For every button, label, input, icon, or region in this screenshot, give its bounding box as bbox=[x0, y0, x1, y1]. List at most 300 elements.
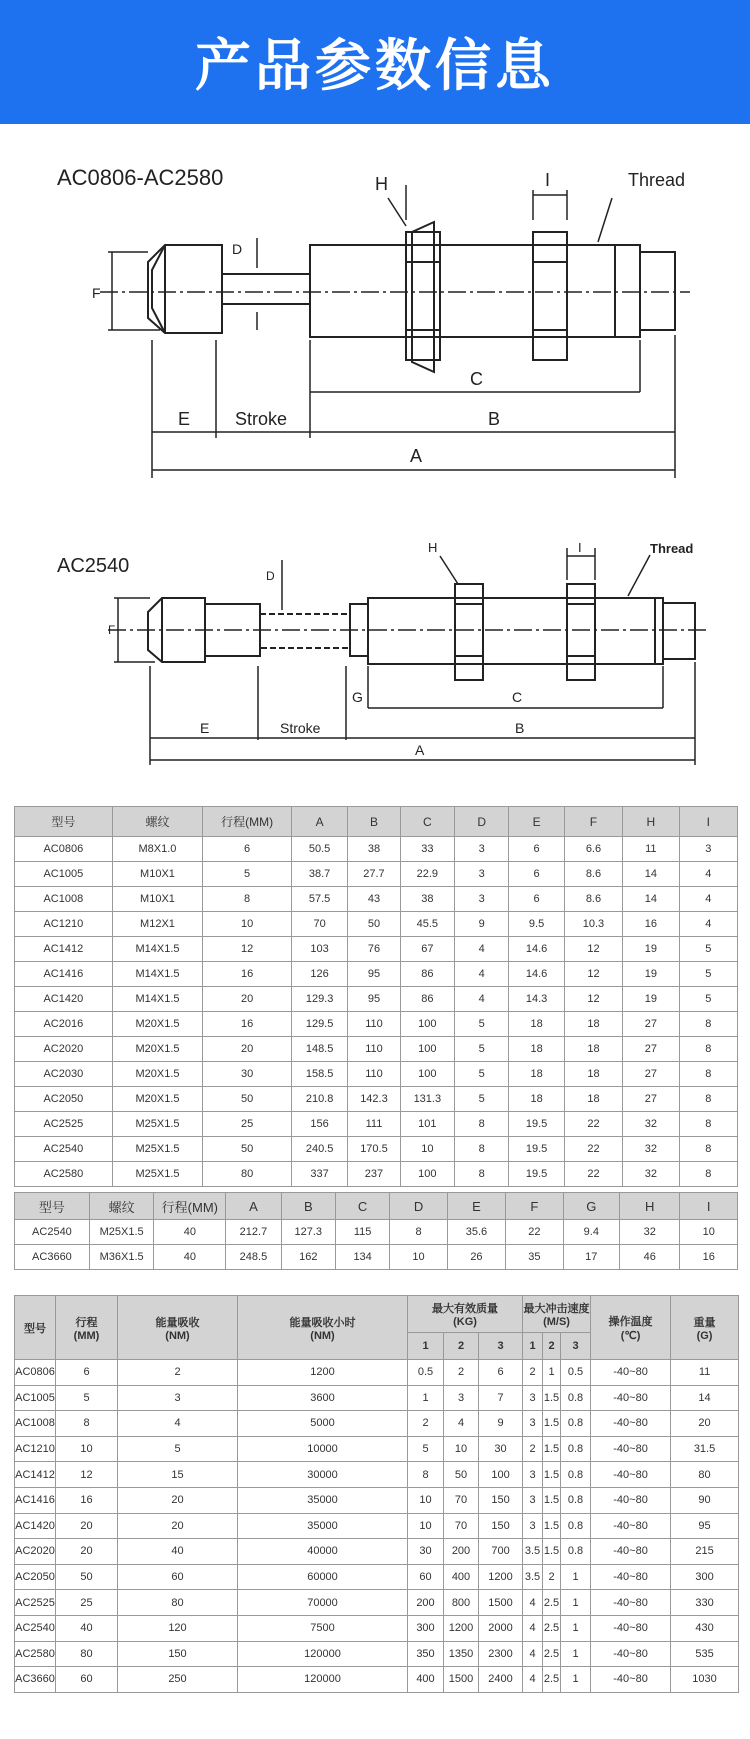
table-row bbox=[15, 1012, 738, 1037]
table-cell: 86 bbox=[400, 962, 454, 987]
table-cell: 2 bbox=[408, 1411, 444, 1437]
table-cell: 3 bbox=[523, 1411, 543, 1437]
svg-text:F: F bbox=[92, 285, 101, 301]
header-energy: 能量吸收 (NM) bbox=[118, 1296, 238, 1360]
table-row bbox=[15, 1360, 739, 1386]
table-cell: 9 bbox=[479, 1411, 523, 1437]
table-cell: 156 bbox=[291, 1112, 347, 1137]
table-cell: 4 bbox=[455, 987, 509, 1012]
table-cell: 100 bbox=[400, 1162, 454, 1187]
table-cell: AC0806 bbox=[15, 837, 113, 862]
table-cell: 8 bbox=[455, 1162, 509, 1187]
table-cell: 4 bbox=[455, 937, 509, 962]
table-cell: AC1416 bbox=[15, 1487, 56, 1513]
table-cell: 127.3 bbox=[281, 1220, 335, 1245]
table-cell: 12 bbox=[564, 962, 622, 987]
table-cell: 5 bbox=[679, 962, 737, 987]
table-cell: 8 bbox=[455, 1137, 509, 1162]
table-cell: 11 bbox=[671, 1360, 739, 1386]
table-cell: AC1416 bbox=[15, 962, 113, 987]
table-cell: 126 bbox=[291, 962, 347, 987]
table-cell: 19.5 bbox=[509, 1112, 564, 1137]
header-stroke: 行程 (MM) bbox=[56, 1296, 118, 1360]
table-cell: 86 bbox=[400, 987, 454, 1012]
table-cell: 4 bbox=[523, 1667, 543, 1693]
table-cell: 129.3 bbox=[291, 987, 347, 1012]
table-cell: AC3660 bbox=[15, 1667, 56, 1693]
table-cell: AC1412 bbox=[15, 1462, 56, 1488]
table-cell: 38 bbox=[348, 837, 400, 862]
table-cell: 8 bbox=[56, 1411, 118, 1437]
table-cell: 2300 bbox=[479, 1641, 523, 1667]
table-cell: 2000 bbox=[479, 1615, 523, 1641]
table-cell: 11 bbox=[623, 837, 679, 862]
svg-text:I: I bbox=[578, 540, 582, 555]
table-cell: -40~80 bbox=[591, 1615, 671, 1641]
table-cell: 8 bbox=[390, 1220, 447, 1245]
table-cell: M20X1.5 bbox=[112, 1037, 203, 1062]
table-cell: 19.5 bbox=[509, 1162, 564, 1187]
table-cell: 30 bbox=[408, 1539, 444, 1565]
table-cell: AC1008 bbox=[15, 887, 113, 912]
table-cell: 200 bbox=[408, 1590, 444, 1616]
table-cell: 32 bbox=[619, 1220, 680, 1245]
table-cell: 10000 bbox=[238, 1436, 408, 1462]
dimension-table-2 bbox=[14, 1192, 738, 1270]
performance-table: 型号 行程 (MM) 能量吸收 (NM) 能量吸收小时 (NM) 最大有效质量 (KG) 最大冲击速度 (M/S) 操作温度 (℃) 重量 (G) 1 2 3 1 2 3 AC0806 6 2 1200 0.5 2 6 2 1 0.5 -40~80 11 AC1005 5 3 3600 1 3 7 3 1.5 0.8 -40~80 14 AC1008 8 4 5000 2 4 9 3 1.5 0.8 -40~80 20 AC1210 10 5 10000 5 10 30 2 1.5 0.8 -40~80 31.5 AC1412 12 15 30000 8 50 100 3 1.5 0.8 -40~80 80 AC1416 16 20 35000 10 70 150 3 1.5 0.8 -40~80 90 AC1420 20 20 35000 10 70 150 3 1.5 0.8 -40~80 95 AC2020 20 40 40000 30 200 700 3.5 1.5 0.8 -40~80 215 AC2050 50 60 60000 60 400 1200 3.5 2 1 -40~80 300 AC2525 25 80 70000 200 800 1500 4 2.5 1 -40~80 330 AC2540 40 120 7500 300 1200 2000 4 2.5 1 -40~80 430 AC2580 80 150 120000 350 1350 2300 4 2.5 1 -40~80 535 AC3660 60 250 120000 400 1500 2400 4 2.5 1 -40~80 1030 bbox=[14, 1295, 739, 1693]
table-cell: -40~80 bbox=[591, 1590, 671, 1616]
table-row bbox=[15, 987, 738, 1012]
table-cell: 5 bbox=[408, 1436, 444, 1462]
table-cell: 5 bbox=[118, 1436, 238, 1462]
table-cell: 12 bbox=[203, 937, 292, 962]
table-cell: 10.3 bbox=[564, 912, 622, 937]
table-cell: 35 bbox=[506, 1245, 563, 1270]
table-cell: 3 bbox=[523, 1487, 543, 1513]
table-row bbox=[15, 1245, 738, 1270]
table-cell: 150 bbox=[479, 1487, 523, 1513]
table-cell: 67 bbox=[400, 937, 454, 962]
table-cell: 95 bbox=[671, 1513, 739, 1539]
table-row bbox=[15, 1539, 739, 1565]
table-cell: 1.5 bbox=[543, 1487, 561, 1513]
table-cell: 4 bbox=[118, 1411, 238, 1437]
table-cell: M14X1.5 bbox=[112, 987, 203, 1012]
table-cell: 200 bbox=[444, 1539, 479, 1565]
table-cell: 0.8 bbox=[561, 1513, 591, 1539]
table-cell: 18 bbox=[564, 1062, 622, 1087]
table-cell: 2.5 bbox=[543, 1641, 561, 1667]
table-cell: 2 bbox=[523, 1436, 543, 1462]
table-cell: 1.5 bbox=[543, 1539, 561, 1565]
table-cell: 40000 bbox=[238, 1539, 408, 1565]
table-cell: 18 bbox=[509, 1037, 564, 1062]
table-cell: 26 bbox=[447, 1245, 505, 1270]
table-cell: 40 bbox=[154, 1220, 226, 1245]
table-cell: 15 bbox=[118, 1462, 238, 1488]
svg-text:B: B bbox=[488, 409, 501, 429]
header-speed: 最大冲击速度 (M/S) bbox=[523, 1296, 591, 1333]
table-row bbox=[15, 1220, 738, 1245]
table-cell: 8 bbox=[203, 887, 292, 912]
table-cell: 14 bbox=[623, 862, 679, 887]
table-cell: 134 bbox=[335, 1245, 389, 1270]
column-header: F bbox=[506, 1193, 563, 1220]
table-cell: -40~80 bbox=[591, 1564, 671, 1590]
table-cell: 1 bbox=[561, 1564, 591, 1590]
table-cell: 8 bbox=[679, 1037, 737, 1062]
table-cell: -40~80 bbox=[591, 1462, 671, 1488]
table-cell: 95 bbox=[348, 987, 400, 1012]
svg-text:H: H bbox=[428, 540, 438, 555]
table-cell: 10 bbox=[408, 1513, 444, 1539]
table-cell: 5 bbox=[679, 987, 737, 1012]
table-cell: 20 bbox=[56, 1539, 118, 1565]
table-row bbox=[15, 1062, 738, 1087]
column-header: E bbox=[447, 1193, 505, 1220]
table-cell: 2 bbox=[118, 1360, 238, 1386]
table-cell: 212.7 bbox=[226, 1220, 281, 1245]
table-cell: 101 bbox=[400, 1112, 454, 1137]
table-cell: 1 bbox=[561, 1615, 591, 1641]
table-cell: 5 bbox=[56, 1385, 118, 1411]
table-cell: 50 bbox=[444, 1462, 479, 1488]
table-cell: 30 bbox=[479, 1436, 523, 1462]
column-header: C bbox=[400, 807, 454, 837]
table-cell: 1 bbox=[561, 1590, 591, 1616]
table-cell: 3 bbox=[523, 1462, 543, 1488]
column-header: D bbox=[390, 1193, 447, 1220]
table-cell: 1500 bbox=[479, 1590, 523, 1616]
column-header: 行程(MM) bbox=[154, 1193, 226, 1220]
table-cell: M14X1.5 bbox=[112, 962, 203, 987]
table-cell: AC2050 bbox=[15, 1087, 113, 1112]
table-cell: 148.5 bbox=[291, 1037, 347, 1062]
table-cell: 35.6 bbox=[447, 1220, 505, 1245]
header-mass: 最大有效质量 (KG) bbox=[408, 1296, 523, 1333]
column-header: H bbox=[619, 1193, 680, 1220]
svg-text:Stroke: Stroke bbox=[235, 409, 288, 429]
table-cell: AC2540 bbox=[15, 1220, 90, 1245]
table-cell: 25 bbox=[56, 1590, 118, 1616]
table-cell: 3 bbox=[118, 1385, 238, 1411]
table-cell: AC2016 bbox=[15, 1012, 113, 1037]
table-cell: 45.5 bbox=[400, 912, 454, 937]
table-cell: 16 bbox=[203, 1012, 292, 1037]
table-cell: 7 bbox=[479, 1385, 523, 1411]
table-cell: 5 bbox=[455, 1012, 509, 1037]
table-cell: 3 bbox=[455, 837, 509, 862]
table-cell: AC1005 bbox=[15, 862, 113, 887]
table-cell: 80 bbox=[203, 1162, 292, 1187]
table-cell: 400 bbox=[408, 1667, 444, 1693]
table-row bbox=[15, 1564, 739, 1590]
table-cell: 4 bbox=[679, 887, 737, 912]
table-cell: 22 bbox=[564, 1162, 622, 1187]
table-cell: 33 bbox=[400, 837, 454, 862]
table-cell: 76 bbox=[348, 937, 400, 962]
column-header: D bbox=[455, 807, 509, 837]
table-cell: 10 bbox=[400, 1137, 454, 1162]
table-cell: 35000 bbox=[238, 1513, 408, 1539]
table-cell: 18 bbox=[509, 1062, 564, 1087]
table-cell: 20 bbox=[203, 987, 292, 1012]
svg-text:A: A bbox=[410, 446, 423, 466]
table-cell: 8 bbox=[679, 1137, 737, 1162]
table-cell: 14 bbox=[671, 1385, 739, 1411]
table-cell: AC2525 bbox=[15, 1590, 56, 1616]
table-cell: 18 bbox=[509, 1012, 564, 1037]
header-model: 型号 bbox=[15, 1296, 56, 1360]
table-cell: 40 bbox=[118, 1539, 238, 1565]
table-cell: 8 bbox=[455, 1112, 509, 1137]
table-cell: 1030 bbox=[671, 1667, 739, 1693]
column-header: F bbox=[564, 807, 622, 837]
drawing2-model: AC2540 bbox=[57, 555, 130, 577]
table-cell: AC1008 bbox=[15, 1411, 56, 1437]
table-cell: M20X1.5 bbox=[112, 1087, 203, 1112]
table-cell: 50 bbox=[348, 912, 400, 937]
table-cell: 8 bbox=[679, 1012, 737, 1037]
table-cell: 120 bbox=[118, 1615, 238, 1641]
table-row bbox=[15, 837, 738, 862]
svg-text:Thread: Thread bbox=[628, 170, 686, 190]
table-cell: 7500 bbox=[238, 1615, 408, 1641]
table-cell: 248.5 bbox=[226, 1245, 281, 1270]
table-cell: 40 bbox=[56, 1615, 118, 1641]
table-cell: 22 bbox=[564, 1112, 622, 1137]
table-cell: 6 bbox=[509, 862, 564, 887]
table-cell: -40~80 bbox=[591, 1436, 671, 1462]
table-cell: 5 bbox=[455, 1037, 509, 1062]
table-cell: 10 bbox=[203, 912, 292, 937]
table-cell: 60000 bbox=[238, 1564, 408, 1590]
table-row bbox=[15, 1615, 739, 1641]
table-cell: 8 bbox=[679, 1062, 737, 1087]
table-cell: 57.5 bbox=[291, 887, 347, 912]
column-header: B bbox=[348, 807, 400, 837]
table-row bbox=[15, 1641, 739, 1667]
table-row bbox=[15, 1487, 739, 1513]
column-header: B bbox=[281, 1193, 335, 1220]
table-cell: 80 bbox=[118, 1590, 238, 1616]
table-cell: 2.5 bbox=[543, 1667, 561, 1693]
table-cell: -40~80 bbox=[591, 1411, 671, 1437]
table-cell: 0.8 bbox=[561, 1411, 591, 1437]
table-cell: M20X1.5 bbox=[112, 1062, 203, 1087]
table-cell: 1.5 bbox=[543, 1513, 561, 1539]
table-cell: 240.5 bbox=[291, 1137, 347, 1162]
table-cell: 1 bbox=[408, 1385, 444, 1411]
table-cell: 1200 bbox=[444, 1615, 479, 1641]
table-cell: 330 bbox=[671, 1590, 739, 1616]
table-cell: 8 bbox=[408, 1462, 444, 1488]
table-cell: 31.5 bbox=[671, 1436, 739, 1462]
table-cell: AC2540 bbox=[15, 1137, 113, 1162]
table-cell: 0.5 bbox=[561, 1360, 591, 1386]
svg-text:I: I bbox=[545, 170, 551, 190]
table-cell: 18 bbox=[564, 1012, 622, 1037]
table-cell: 19 bbox=[623, 937, 679, 962]
header-weight: 重量 (G) bbox=[671, 1296, 739, 1360]
table-row bbox=[15, 1112, 738, 1137]
table-cell: 9.5 bbox=[509, 912, 564, 937]
table-cell: 9.4 bbox=[563, 1220, 619, 1245]
table-cell: -40~80 bbox=[591, 1385, 671, 1411]
table-cell: 115 bbox=[335, 1220, 389, 1245]
table-cell: 9 bbox=[455, 912, 509, 937]
table-cell: 22 bbox=[506, 1220, 563, 1245]
table-cell: 1 bbox=[561, 1667, 591, 1693]
table-cell: 20 bbox=[203, 1037, 292, 1062]
table-cell: 14.3 bbox=[509, 987, 564, 1012]
table-cell: 5 bbox=[203, 862, 292, 887]
table-cell: 100 bbox=[400, 1012, 454, 1037]
table-cell: 120000 bbox=[238, 1641, 408, 1667]
table-cell: 131.3 bbox=[400, 1087, 454, 1112]
table-cell: 27 bbox=[623, 1012, 679, 1037]
table-cell: 16 bbox=[680, 1245, 738, 1270]
table-cell: 20 bbox=[671, 1411, 739, 1437]
svg-text:H: H bbox=[375, 174, 388, 194]
column-header: 螺纹 bbox=[89, 1193, 154, 1220]
table-cell: 1.5 bbox=[543, 1436, 561, 1462]
table-cell: 70000 bbox=[238, 1590, 408, 1616]
table-row bbox=[15, 1087, 738, 1112]
table-cell: M25X1.5 bbox=[112, 1137, 203, 1162]
table-cell: 18 bbox=[564, 1037, 622, 1062]
table-cell: 10 bbox=[444, 1436, 479, 1462]
table-cell: 0.8 bbox=[561, 1487, 591, 1513]
table-cell: 337 bbox=[291, 1162, 347, 1187]
svg-text:A: A bbox=[415, 742, 425, 758]
table-row bbox=[15, 1137, 738, 1162]
table-cell: 70 bbox=[444, 1513, 479, 1539]
table-cell: 700 bbox=[479, 1539, 523, 1565]
table-cell: 350 bbox=[408, 1641, 444, 1667]
table-cell: AC1412 bbox=[15, 937, 113, 962]
table-cell: M10X1 bbox=[112, 862, 203, 887]
table-cell: AC2030 bbox=[15, 1062, 113, 1087]
dimension-table-1 bbox=[14, 806, 738, 1187]
svg-text:C: C bbox=[512, 689, 523, 705]
table-row bbox=[15, 1411, 739, 1437]
table-cell: AC1210 bbox=[15, 912, 113, 937]
table-cell: 30000 bbox=[238, 1462, 408, 1488]
svg-text:F: F bbox=[108, 623, 116, 637]
table-cell: 300 bbox=[408, 1615, 444, 1641]
table-cell: 1 bbox=[561, 1641, 591, 1667]
table-cell: AC2525 bbox=[15, 1112, 113, 1137]
table-cell: 0.8 bbox=[561, 1436, 591, 1462]
table-cell: 0.8 bbox=[561, 1385, 591, 1411]
table-cell: M25X1.5 bbox=[89, 1220, 154, 1245]
table-cell: 2.5 bbox=[543, 1615, 561, 1641]
table-cell: 110 bbox=[348, 1012, 400, 1037]
table-cell: 103 bbox=[291, 937, 347, 962]
table-cell: 20 bbox=[56, 1513, 118, 1539]
header-temp: 操作温度 (℃) bbox=[591, 1296, 671, 1360]
table-cell: 6 bbox=[56, 1360, 118, 1386]
table-cell: 16 bbox=[203, 962, 292, 987]
table-cell: 18 bbox=[564, 1087, 622, 1112]
table-cell: 1200 bbox=[479, 1564, 523, 1590]
table-cell: 8.6 bbox=[564, 887, 622, 912]
table-cell: 100 bbox=[479, 1462, 523, 1488]
table-cell: 0.5 bbox=[408, 1360, 444, 1386]
table-cell: 3.5 bbox=[523, 1564, 543, 1590]
table-cell: 6 bbox=[509, 837, 564, 862]
table-row bbox=[15, 1513, 739, 1539]
table-cell: 16 bbox=[56, 1487, 118, 1513]
table-cell: M14X1.5 bbox=[112, 937, 203, 962]
page-title: 产品参数信息 bbox=[195, 34, 555, 99]
table-cell: 110 bbox=[348, 1037, 400, 1062]
svg-text:D: D bbox=[266, 569, 275, 583]
table-cell: 3 bbox=[523, 1385, 543, 1411]
table-cell: 38 bbox=[400, 887, 454, 912]
svg-text:Thread: Thread bbox=[650, 541, 694, 556]
table-cell: 3 bbox=[444, 1385, 479, 1411]
table-cell: AC2540 bbox=[15, 1615, 56, 1641]
table-cell: 1350 bbox=[444, 1641, 479, 1667]
table-cell: 1200 bbox=[238, 1360, 408, 1386]
table-cell: 10 bbox=[680, 1220, 738, 1245]
table-cell: 5 bbox=[455, 1087, 509, 1112]
table-cell: 3600 bbox=[238, 1385, 408, 1411]
table-cell: 150 bbox=[118, 1641, 238, 1667]
table-cell: 210.8 bbox=[291, 1087, 347, 1112]
table-cell: 6 bbox=[479, 1360, 523, 1386]
table-cell: M10X1 bbox=[112, 887, 203, 912]
table-cell: 32 bbox=[623, 1162, 679, 1187]
table-cell: AC1420 bbox=[15, 987, 113, 1012]
table-cell: 3 bbox=[679, 837, 737, 862]
svg-text:E: E bbox=[178, 409, 191, 429]
table-cell: -40~80 bbox=[591, 1487, 671, 1513]
table-cell: 3 bbox=[455, 887, 509, 912]
table-cell: 22 bbox=[564, 1137, 622, 1162]
table-cell: 4 bbox=[523, 1590, 543, 1616]
table-cell: 1.5 bbox=[543, 1411, 561, 1437]
table-cell: -40~80 bbox=[591, 1513, 671, 1539]
table-cell: 20 bbox=[118, 1487, 238, 1513]
table-cell: 120000 bbox=[238, 1667, 408, 1693]
table-cell: 158.5 bbox=[291, 1062, 347, 1087]
table-cell: -40~80 bbox=[591, 1539, 671, 1565]
table-row bbox=[15, 1667, 739, 1693]
table-cell: -40~80 bbox=[591, 1360, 671, 1386]
table-cell: 1500 bbox=[444, 1667, 479, 1693]
table-row bbox=[15, 912, 738, 937]
table-cell: AC2580 bbox=[15, 1162, 113, 1187]
table-cell: 60 bbox=[118, 1564, 238, 1590]
table-cell: 4 bbox=[523, 1615, 543, 1641]
table-cell: 40 bbox=[154, 1245, 226, 1270]
svg-text:D: D bbox=[232, 241, 243, 257]
column-header: 螺纹 bbox=[112, 807, 203, 837]
table-cell: 38.7 bbox=[291, 862, 347, 887]
table-cell: 6.6 bbox=[564, 837, 622, 862]
table-cell: M36X1.5 bbox=[89, 1245, 154, 1270]
column-header: 型号 bbox=[15, 1193, 90, 1220]
table-cell: 50.5 bbox=[291, 837, 347, 862]
table-cell: 12 bbox=[564, 937, 622, 962]
table-row bbox=[15, 1385, 739, 1411]
table-cell: 18 bbox=[509, 1087, 564, 1112]
table-cell: 14.6 bbox=[509, 937, 564, 962]
table-row bbox=[15, 1436, 739, 1462]
